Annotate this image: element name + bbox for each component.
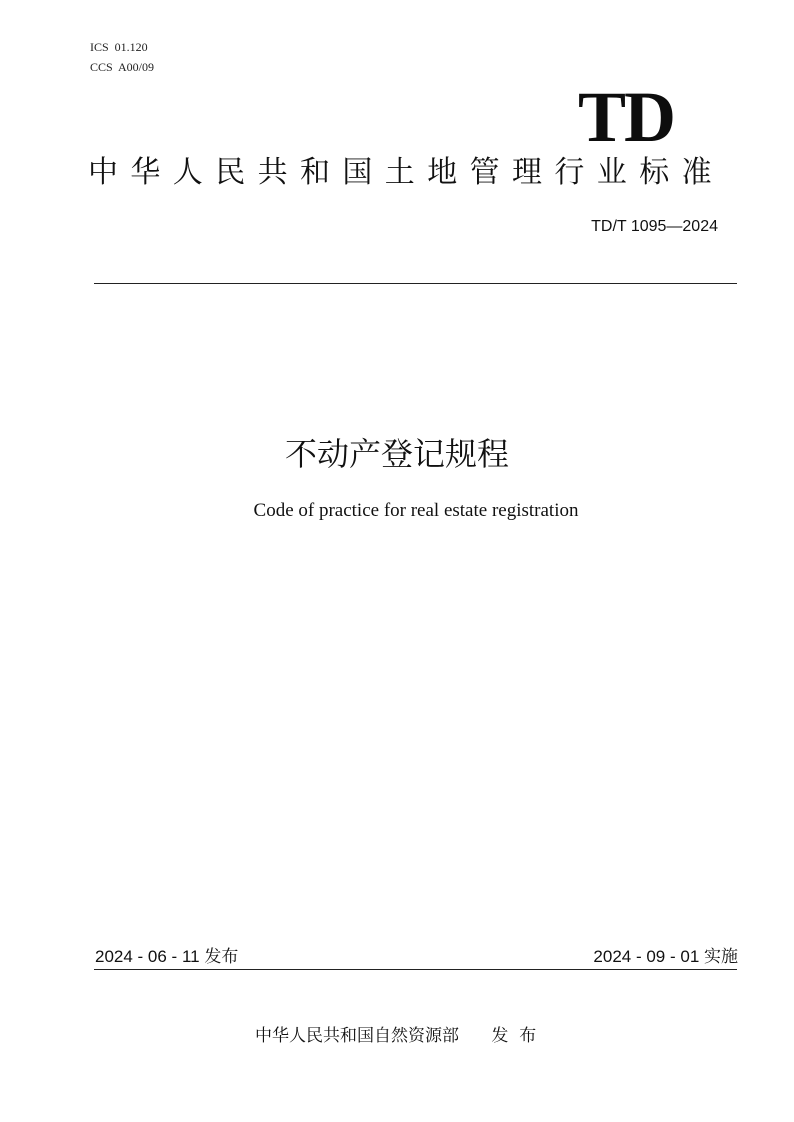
document-title: 不动产登记规程 [284, 435, 509, 473]
header-divider [94, 283, 737, 284]
standard-type-title: 中华人民共和国土地管理行业标准 [88, 155, 724, 190]
implementation-date: 2024 - 09 - 01 实施 [593, 947, 738, 966]
td-logo: TD [577, 77, 675, 157]
publisher: 中华人民共和国自然资源部 发 布 [255, 1026, 537, 1046]
ics-code: ICS 01.120 [90, 40, 148, 54]
standard-number: TD/T 1095—2024 [591, 218, 718, 235]
ccs-code: CCS A00/09 [90, 60, 155, 74]
issue-date: 2024 - 06 - 11 发布 [95, 947, 239, 966]
document-subtitle-english: Code of practice for real estate registration [253, 500, 579, 521]
footer-divider [94, 969, 737, 970]
